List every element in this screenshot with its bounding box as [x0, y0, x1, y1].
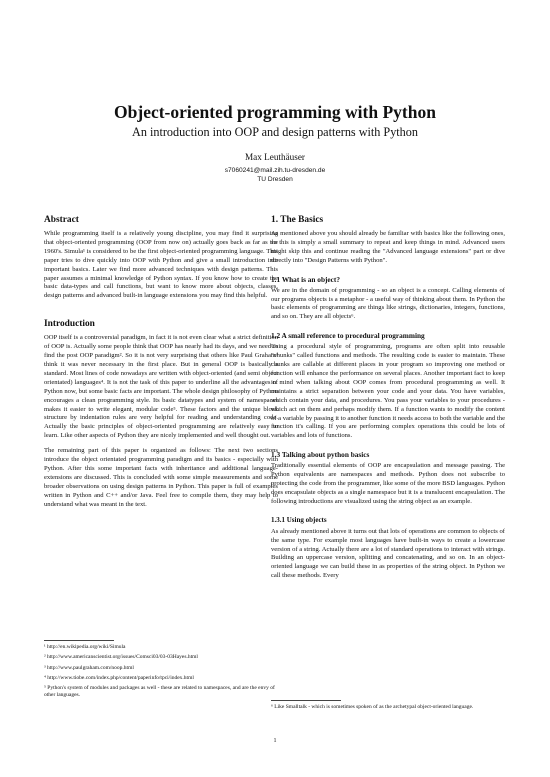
author-affiliation: TU Dresden	[257, 176, 293, 183]
footnotes-left	[44, 640, 278, 703]
footnote-1: ¹ http://en.wikipedia.org/wiki/Simula	[44, 644, 126, 650]
introduction-paragraph-1: OOP itself is a controversial paradigm, in fact it is not even clear what a strict definition of OOP is. Actually some people think that OOP has nearly had its days, and we need to find the post OOP paradigm². So it is not very surprising that others like Paul Graham³ think it was never necessary in the first place. But in general OOP is basically a standard. Most lines of code nowadays are written with object-oriented (and semi object orientated) languages⁴. It is not the task of this paper to underline all the advantages of Python now, but some basic facts are important. The whole design philosophy of Python encourages a clean programming style. Its basic datatypes and system of namespaces makes it easier to write elegant, modular code⁵. These factors and the unique block structure by indentation rules are very helpful for reading and understanding code. Actually the basic principles of object-oriented programming are relatively easy to learn. Like other aspects of Python they are nicely implemented and well thought out.	[44, 334, 278, 440]
abstract-heading: Abstract	[44, 215, 79, 225]
right-column	[271, 215, 505, 581]
subsection-1-1-text: We are in the domain of programming - so an object is a concept. Calling elements of our programs objects is a metaphor - a useful way of thinking about them. In Python the basic elements of programming are things like strings, dictionaries, integers, functions, and so on. They are all objects⁶.	[271, 286, 505, 321]
section-basics-intro: As mentioned above you should already be familiar with basics like the following ones, so this is simply a small summary to repeat and keep things in mind. Advanced users might skip this and continue reading the "Advanced language extensions" part or dive directly into "Design Patterns with Python".	[271, 230, 505, 264]
footnote-4: ⁴ http://www.tiobe.com/index.php/content/paperinfo/tpci/index.html	[44, 674, 194, 681]
footnote-divider	[44, 640, 114, 641]
author-name: Max Leuthäuser	[245, 152, 305, 162]
paper-subtitle: An introduction into OOP and design patterns with Python	[132, 125, 418, 139]
footnotes-right	[271, 700, 505, 714]
subsection-1-3-text: Traditionally essential elements of OOP are encapsulation and message passing. The Python equivalents are namespaces and methods. Python does not subscribe to protecting the code from the programmer, like some of the more BSD languages. Python does encapsulate objects as a single namespace but it is a translucent encapsulation. The following introductions are visualized using the string object as an example.	[271, 462, 505, 505]
abstract-text: While programming itself is a relatively young discipline, you may find it surprising that object-oriented programming (OOP from now on) actually goes back as far as the 1960's. Simula¹ is considered to be the first object-oriented programming language. This paper tries to dive quickly into OOP with Python and give a small introduction into important basics. Later we find more advanced techniques with design patterns. This paper assumes a minimal knowledge of Python syntax. If you know how to create the basic data-types and call functions, but want to know more about objects, classes, design patterns and advanced built-in language extensions you may find this helpful.	[44, 230, 278, 300]
subsubsection-1-3-1-heading: 1.3.1 Using objects	[271, 515, 327, 524]
introduction-paragraph-2: The remaining part of this paper is organized as follows: The next two sections introduce the object orientated programming paradigm and its basics - especially with Python. After this some important facts with inheritance and additional language-extensions are discussed. This is concluded with some simple measurements and some broader observations on using design patterns in Python. This paper is full of examples written in Python and C++ and/or Java. Feel free to compile them, they may help to understand what was meant in the text.	[44, 447, 278, 508]
footnote-5: ⁵ Python's system of modules and packages as well - these are related to namespaces, and are the envy of other languages.	[44, 685, 275, 699]
title-block	[0, 102, 550, 184]
subsection-1-1-heading: 1.1 What is an object?	[271, 274, 340, 284]
footnote-divider	[271, 700, 341, 701]
section-basics-heading: 1. The Basics	[271, 215, 324, 225]
author-email: s7060241@mail.zih.tu-dresden.de	[224, 167, 326, 174]
subsection-1-3-heading: 1.3 Talking about python basics	[271, 450, 370, 460]
subsection-1-2-heading: 1.2 A small reference to procedural programming	[271, 331, 425, 341]
footnote-6: ⁶ Like Smalltalk - which is sometimes spoken of as the archetypal object-oriented language.	[271, 704, 474, 710]
footnote-2: ² http://www.americanscientist.org/issues/Comsci03/03-03Hayes.html	[44, 654, 198, 661]
left-column	[44, 215, 278, 509]
page-number: 1	[273, 738, 277, 744]
footnote-3: ³ http://www.paulgraham.com/noop.html	[44, 664, 134, 671]
subsubsection-1-3-1-text: As already mentioned above it turns out that lots of operations are common to objects of the same type. For example most languages have built-in ways to create a lowercase version of a string. Actually there are a lot of standard operations to interact with strings. Building an uppercase version, splitting and concatenating, and so on. In an object-oriented language we can build these in as properties of the string object. In Python we call these methods. Every	[271, 527, 505, 580]
subsection-1-2-text: Using a procedural style of programming, programs are often split into reusable "chunks" called functions and methods. The resulting code is easier to maintain. These chunks are callable at different places in your program so improving one method or function will enhance the performance on several places. Another important fact to keep in mind when talking about OOP comes from procedural programming as well. It maintains a strict separation between your code and your data. You have variables, which contain your data, and procedures. You pass your variables to your procedures - which act on them and perhaps modify them. If a function wants to modify the content of a variable by passing it to another function it needs access to both the variable and the function it's calling. If you are performing complex operations this could be lots of variables and lots of functions.	[271, 343, 505, 440]
paper-title: Object-oriented programming with Python	[114, 102, 436, 122]
introduction-heading: Introduction	[44, 319, 95, 330]
